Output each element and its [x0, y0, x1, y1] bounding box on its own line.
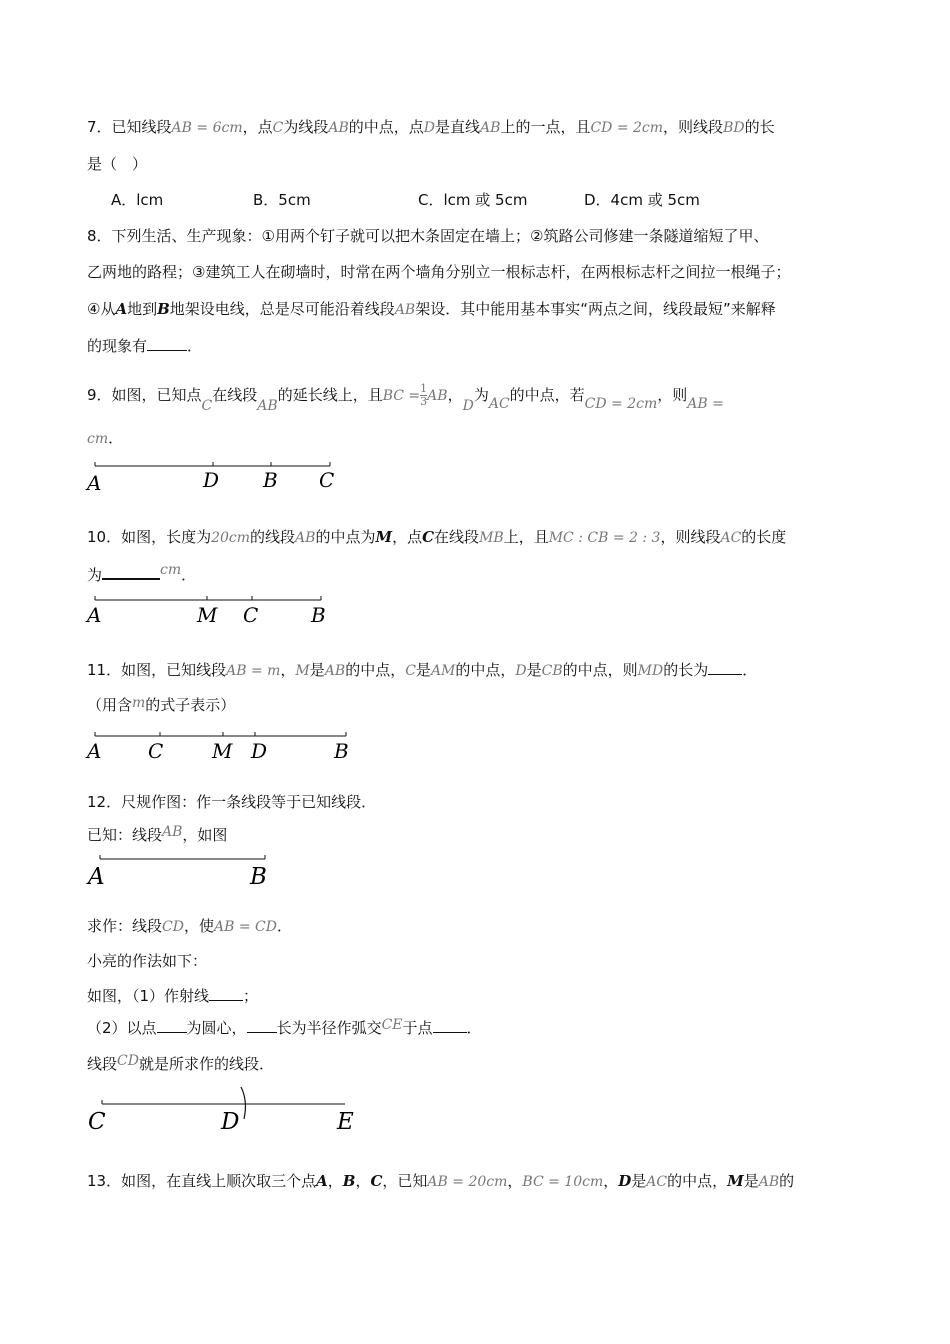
q12-step2-blank-radius[interactable] — [247, 1018, 277, 1033]
q8-line2: 乙两地的路程；③建筑工人在砌墙时，时常在两个墙角分别立一根标志杆，在两根标志杆之间拉一根绳子； — [87, 263, 791, 281]
q7-options — [87, 189, 887, 211]
q11-figure — [85, 728, 355, 764]
q10-line2: 为 cm． — [87, 562, 197, 584]
q8-line3: ④从A地到B地架设电线，总是尽可能沿着线段AB架设．其中能用基本事实“两点之间，线段最短”来解释 — [87, 300, 776, 318]
q9-fraction: $\frac{1}{3}$ — [420, 382, 428, 408]
q11-line2: （用含m的式子表示） — [87, 695, 236, 714]
q12-figure-given — [85, 851, 285, 891]
q12-arc — [241, 1087, 245, 1119]
q12-step2: （2）以点 为圆心， 长为半径作弧交CE于点 ． — [87, 1017, 482, 1037]
q12-point-b: B — [250, 864, 267, 890]
q7-option-c[interactable]: C．lcm 或 5cm — [418, 191, 528, 209]
q10-point-m: M — [197, 603, 218, 627]
q11-answer-blank[interactable] — [708, 660, 742, 675]
q11-point-d: D — [251, 739, 268, 763]
q12-step1: 如图，（1）作射线 ； — [87, 987, 259, 1005]
q12-point-e: E — [337, 1109, 354, 1133]
q10-figure — [85, 592, 335, 628]
q12-step2-blank-center[interactable] — [157, 1018, 187, 1033]
q9-point-a: A — [87, 471, 102, 494]
q9-point-c: C — [319, 468, 335, 492]
q12-known: 已知：线段AB，如图 — [87, 824, 228, 844]
q12-point-a: A — [88, 864, 105, 890]
q9-line1: 9．如图，已知点C在线段AB的延长线上，且BC = $\frac{1}{3}$ AB，D为AC的中点，若CD = 2cm，则AB = — [87, 382, 724, 414]
q8-answer-blank[interactable] — [147, 336, 187, 351]
q8-line4: 的现象有 ． — [87, 337, 203, 355]
q9-figure — [85, 458, 345, 494]
q11-point-m: M — [212, 739, 233, 763]
q12-point-d: D — [221, 1109, 240, 1133]
q10-point-a: A — [87, 603, 102, 627]
q10-answer-blank[interactable] — [102, 564, 160, 580]
q11-line1: 11．如图，已知线段AB = m，M是AB的中点，C是AM的中点，D是CB的中点，则MD的长为 ． — [87, 661, 758, 679]
q9-line2: cm． — [87, 429, 124, 447]
q12-point-c: C — [88, 1109, 106, 1133]
q10-point-c: C — [243, 603, 259, 627]
q10-point-b: B — [311, 603, 326, 627]
q12-requirement: 求作：线段CD，使AB = CD． — [87, 917, 292, 935]
q11-point-c: C — [148, 739, 164, 763]
q7-option-a[interactable]: A．lcm — [111, 191, 164, 209]
q7-option-b[interactable]: B．5cm — [253, 191, 311, 209]
q10-line1: 10．如图，长度为20cm的线段AB的中点为M，点C在线段MB上，且MC : CB = 2 : 3，则线段AC的长度 — [87, 528, 787, 546]
q11-point-b: B — [334, 739, 349, 763]
q12-title: 12．尺规作图：作一条线段等于已知线段． — [87, 793, 377, 811]
q13-line1: 13．如图，在直线上顺次取三个点A，B，C，已知AB = 20cm，BC = 10cm，D是AC的中点，M是AB的 — [87, 1172, 795, 1190]
q7-option-d[interactable]: D．4cm 或 5cm — [584, 191, 700, 209]
q9-point-b: B — [263, 468, 278, 492]
q12-conclusion: 线段CD就是所求作的线段． — [87, 1053, 274, 1073]
q12-step2-blank-point[interactable] — [433, 1018, 467, 1033]
q12-step1-blank[interactable] — [209, 986, 243, 1001]
q9-point-d: D — [203, 468, 220, 492]
q7-line2: 是（ ） — [87, 155, 148, 173]
q12-figure-construction — [85, 1083, 365, 1133]
q8-line1: 8．下列生活、生产现象：①用两个钉子就可以把木条固定在墙上；②筑路公司修建一条隧道缩短了甲、 — [87, 227, 769, 245]
q7-line1: 7．已知线段AB = 6cm，点C为线段AB的中点，点D是直线AB上的一点，且CD = 2cm，则线段BD的长 — [87, 118, 775, 136]
q11-point-a: A — [87, 739, 102, 763]
q12-method: 小亮的作法如下： — [87, 952, 208, 970]
